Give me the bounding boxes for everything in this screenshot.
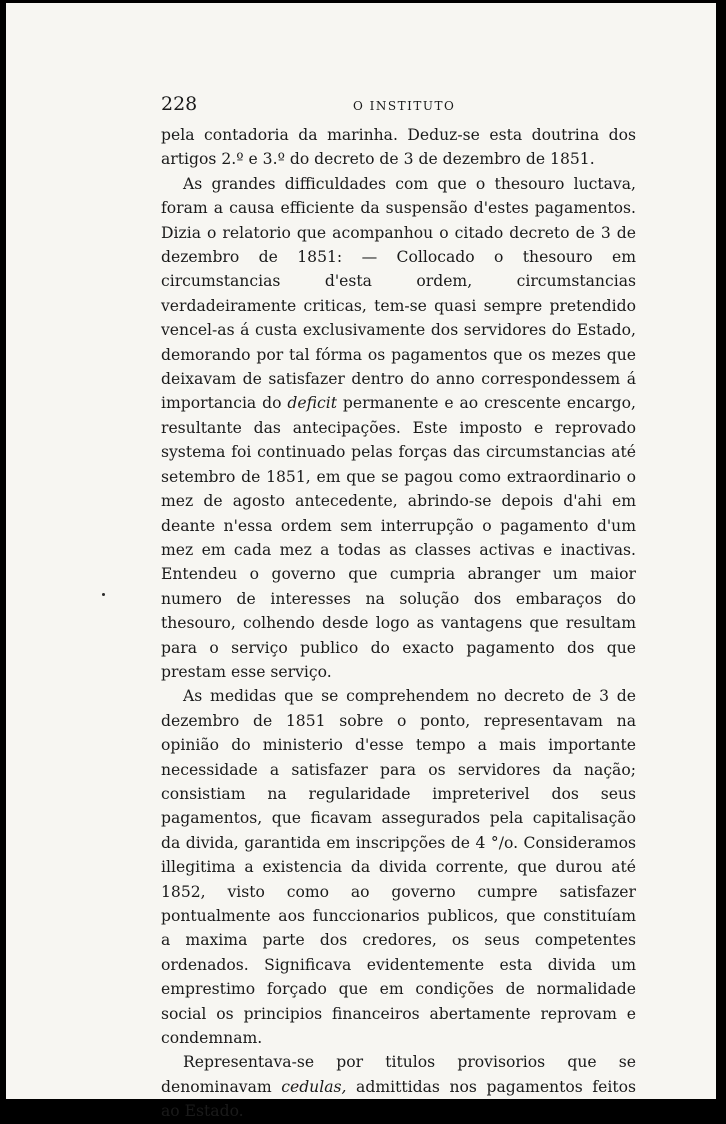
paragraph-2-text-after: permanente e ao crescente encargo, resultante das antecipações. Este imposto e reprovado systema foi continuado pelas forças das circumstancias até setembro de 1851, em que se pagou como extraordinario o mez de agosto antecedente, abrindo-se depois d'ahi em deante n'essa ordem sem interrupção o pagamento d'um mez em cada mez a todas as classes activas e inactivas. Entendeu o governo que cumpria abranger um maior numero de interesses na solução dos embaraços do thesouro, colhendo desde logo as vantagens que resultam para o serviço publico do exacto pagamento dos que prestam esse serviço. (161, 394, 636, 681)
paragraph-2-text: As grandes difficuldades com que o thesouro luctava, foram a causa efficiente da suspensão d'estes pagamentos. Dizia o relatorio que acompanhou o citado decreto de 3 de dezembro de 1851: — Collocado o thesouro em circumstancias d'esta ordem, circumstancias verdadeiramente criticas, tem-se quasi sempre pretendido vencel-as á custa exclusivamente dos servidores do Estado, demorando por tal fórma os pagamentos que os mezes que deixavam de satisfazer dentro do anno correspondessem á importancia do (161, 174, 636, 413)
page-number: 228 (161, 93, 198, 115)
paragraph-3-text: As medidas que se comprehendem no decreto de 3 de dezembro de 1851 sobre o ponto, representavam na opinião do ministerio d'esse tempo a mais importante necessidade a satisfazer para os servidores da nação; consistiam na regularidade impreterivel dos seus pagamentos, que ficavam assegurados pela capitalisação da divida, garantida em inscripções de 4 °/o. Consideramos illegitima a existencia da divida corrente, que durou até 1852, visto como ao governo cumpre satisfazer pontualmente aos funccionarios publicos, que constituíam a maxima parte dos credores, os seus competentes ordenados. Significava evidentemente esta divida um emprestimo forçado que em condições de normalidade social os principios financeiros abertamente reprovam e condemnam. (161, 687, 636, 1048)
book-page (6, 3, 716, 1121)
running-title: O INSTITUTO (353, 99, 456, 113)
body-text (161, 123, 636, 1124)
paragraph-4-italic: cedulas, (281, 1077, 347, 1096)
paragraph-1 (161, 123, 636, 172)
paragraph-4-text: Representava-se por titulos provisorios que se denominavam (161, 1053, 636, 1096)
paragraph-3 (161, 684, 636, 1050)
page-header (161, 93, 636, 123)
margin-mark (102, 593, 105, 596)
paragraph-1-text: pela contadoria da marinha. Deduz-se esta doutrina dos artigos 2.º e 3.º do decreto de 3 de dezembro de 1851. (161, 126, 636, 169)
paragraph-2-italic: deficit (287, 394, 338, 413)
paragraph-4 (161, 1050, 636, 1123)
page-content (161, 93, 636, 1124)
paragraph-2 (161, 172, 636, 685)
paragraph-4-text-after: admittidas nos pagamentos feitos ao Estado. (161, 1077, 636, 1121)
